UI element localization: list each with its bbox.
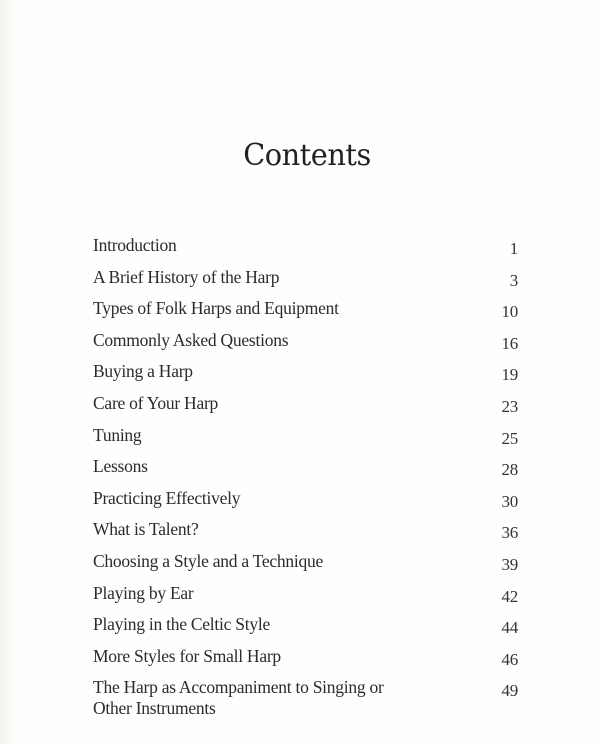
toc-entry-page-number: 23 (501, 396, 518, 416)
toc-entry-title: Lessons (93, 456, 148, 477)
toc-entry-page-number: 1 (509, 239, 518, 258)
toc-entry-page-number: 44 (501, 618, 518, 638)
toc-entry-title: Choosing a Style and a Technique (93, 550, 324, 571)
toc-entry-title: Introduction (93, 235, 177, 255)
toc-entry-page-number: 36 (501, 523, 518, 543)
toc-entry-title: Tuning (93, 424, 142, 445)
toc-entry-page-number: 19 (501, 365, 518, 385)
toc-entry-title: Practicing Effectively (93, 487, 241, 508)
toc-entry-title: What is Talent? (93, 519, 199, 540)
page-title: Contents (243, 138, 371, 173)
toc-entry[interactable] (93, 549, 518, 581)
toc-entry-title: A Brief History of the Harp (93, 266, 280, 287)
toc-entry-title: Commonly Asked Questions (93, 329, 289, 350)
toc-entry-page-number: 42 (501, 586, 518, 606)
toc-entry[interactable] (93, 391, 518, 423)
toc-entry[interactable] (93, 233, 518, 265)
toc-entry[interactable] (93, 517, 518, 549)
toc-entry[interactable] (93, 423, 518, 455)
toc-entry-page-number: 25 (501, 428, 518, 448)
toc-entry-page-number: 3 (509, 270, 518, 290)
toc-entry-title: Playing in the Celtic Style (93, 614, 270, 635)
toc-entry[interactable] (93, 454, 518, 486)
toc-entry[interactable] (93, 486, 518, 518)
toc-entry-page-number: 30 (501, 491, 518, 511)
toc-entry[interactable] (93, 359, 518, 391)
toc-entry[interactable] (93, 328, 518, 360)
toc-entry-title: Types of Folk Harps and Equipment (93, 298, 339, 319)
toc-entry[interactable] (93, 612, 518, 644)
table-of-contents (93, 233, 518, 721)
toc-entry-page-number: 39 (501, 554, 518, 574)
toc-entry-page-number: 10 (501, 302, 518, 322)
toc-entry-page-number: 49 (501, 681, 518, 701)
toc-entry[interactable] (93, 675, 518, 721)
toc-entry-title: Care of Your Harp (93, 392, 219, 413)
toc-entry-title: The Harp as Accompaniment to Singing or Other Instruments (93, 677, 384, 719)
toc-entry[interactable] (93, 644, 518, 676)
toc-entry-title: Buying a Harp (93, 361, 193, 382)
toc-entry[interactable] (93, 296, 518, 328)
toc-entry[interactable] (93, 265, 518, 297)
toc-entry-title: Playing by Ear (93, 582, 194, 603)
toc-entry-page-number: 28 (501, 460, 518, 480)
toc-entry-title: More Styles for Small Harp (93, 645, 281, 666)
toc-entry[interactable] (93, 581, 518, 613)
toc-entry-page-number: 16 (501, 333, 518, 353)
page-edge-shadow (0, 0, 14, 744)
toc-entry-page-number: 46 (501, 649, 518, 669)
